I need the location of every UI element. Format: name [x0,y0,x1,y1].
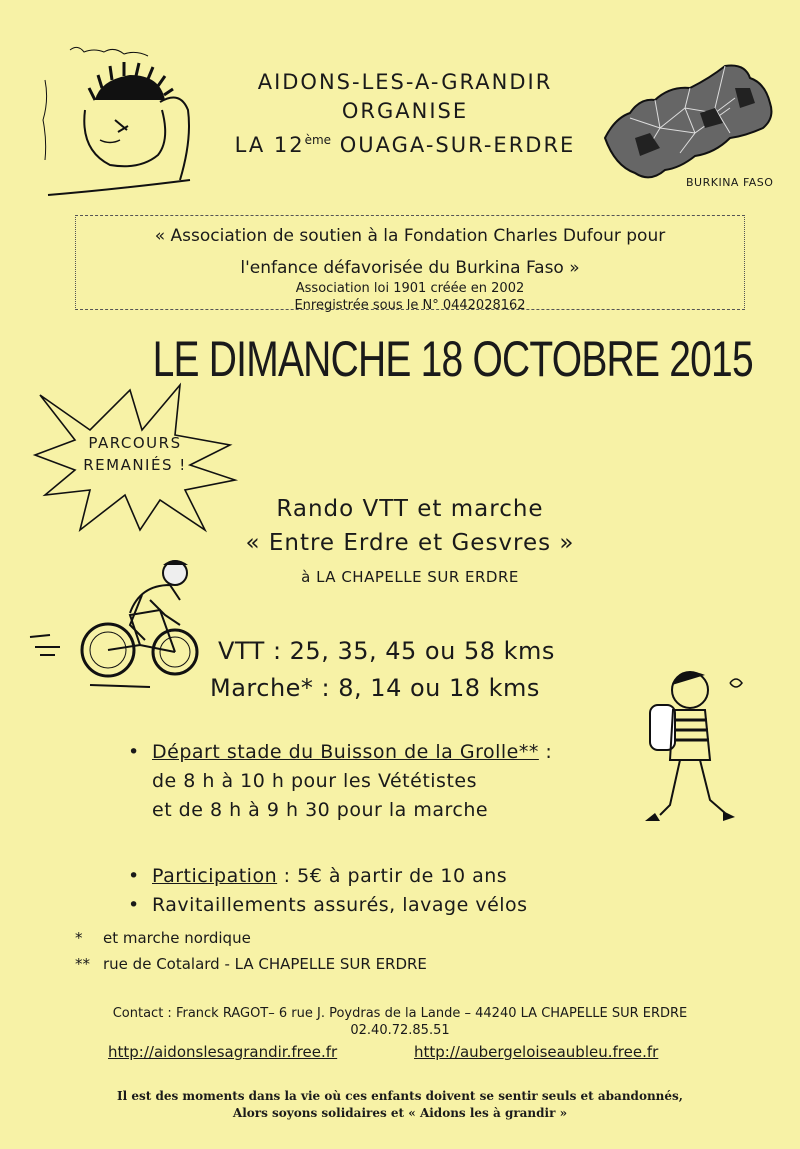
distance-marche: Marche* : 8, 14 ou 18 kms [210,674,540,702]
departure-bullet: • Départ stade du Buisson de la Grolle** : [130,738,552,767]
badge-line-1: PARCOURS [88,434,182,452]
website-link-1[interactable]: http://aidonslesagrandir.free.fr [108,1043,338,1061]
header-line-3: LA 12ème OUAGA-SUR-ERDRE [234,133,576,157]
info-bullets [130,862,528,920]
header-block [230,68,580,160]
event-date: LE DIMANCHE 18 OCTOBRE 2015 [152,331,753,387]
map-label: BURKINA FASO [686,176,774,189]
header-line-1: AIDONS-LES-A-GRANDIR [257,70,553,94]
departure-line-2: de 8 h à 10 h pour les Vététistes [152,770,477,792]
association-line-1: « Association de soutien à la Fondation Charles Dufour pour [154,226,666,246]
header-line-2: ORGANISE [341,99,469,123]
footnotes [75,925,427,977]
event-title-block [220,492,600,594]
contact-phone: 02.40.72.85.51 [350,1023,450,1038]
event-location: à LA CHAPELLE SUR ERDRE [301,568,519,586]
association-line-2: l'enfance défavorisée du Burkina Faso » [240,258,580,278]
event-title: Rando VTT et marche [276,496,544,522]
footer-quote [0,1088,800,1122]
logo-illustration [40,40,210,200]
footer-line-1: Il est des moments dans la vie où ces enfants doivent se sentir seuls et abandonnés, [117,1089,683,1103]
departure-line-3: et de 8 h à 9 h 30 pour la marche [152,799,489,821]
departure-block [130,738,552,825]
badge-text [70,432,200,476]
walker-illustration [645,665,775,830]
footnote-1: * et marche nordique [75,929,251,947]
contact-block [60,1005,740,1039]
burkina-faso-map [595,58,785,188]
distances-block [210,633,555,707]
association-box [75,215,745,313]
contact-line: Contact : Franck RAGOT– 6 rue J. Poydras de la Lande – 44240 LA CHAPELLE SUR ERDRE [112,1006,688,1021]
distance-vtt: VTT : 25, 35, 45 ou 58 kms [218,637,555,665]
ravitaillement-bullet: • Ravitaillements assurés, lavage vélos [130,891,528,920]
badge-line-2: REMANIÉS ! [83,456,187,474]
cyclist-illustration [30,555,210,700]
website-link-2[interactable]: http://aubergeloiseaubleu.free.fr [414,1043,659,1061]
footer-line-2: Alors soyons solidaires et « Aidons les à grandir » [232,1106,568,1120]
association-line-3: Association loi 1901 créée en 2002 [295,281,525,296]
footnote-2: ** rue de Cotalard - LA CHAPELLE SUR ERDRE [75,955,427,973]
association-line-4: Enregistrée sous le N° 0442028162 [294,298,526,313]
participation-bullet: • Participation : 5€ à partir de 10 ans [130,862,528,891]
event-subtitle: « Entre Erdre et Gesvres » [245,530,575,556]
